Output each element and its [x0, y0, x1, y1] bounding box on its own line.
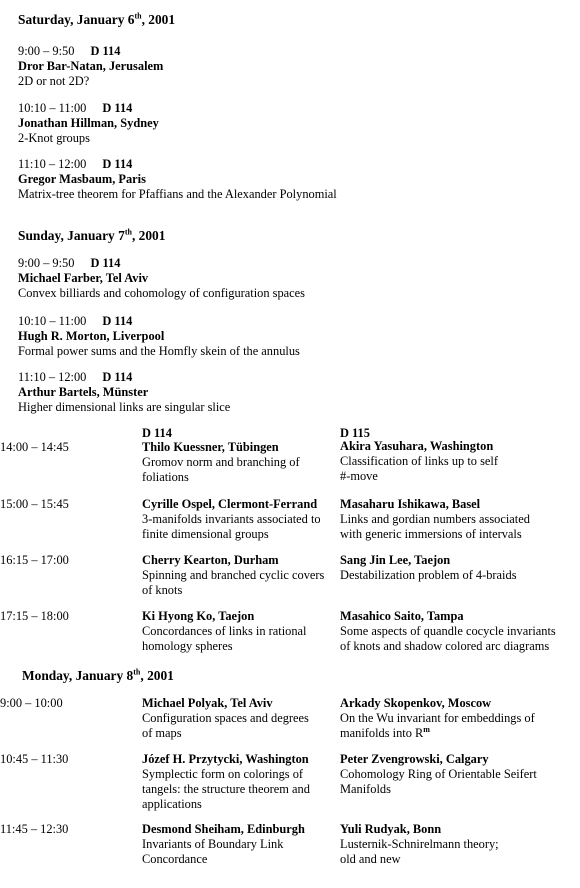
talk-title-line: of knots: [142, 583, 183, 597]
parallel-row-mon-2: [0, 752, 580, 818]
parallel-row-mon-3: [0, 822, 580, 874]
talk-speaker: Cherry Kearton, Durham: [142, 553, 279, 567]
room-header-a: D 114: [142, 426, 172, 440]
row-time: 16:15 – 17:00: [0, 553, 69, 567]
room-header-b: D 115: [340, 426, 370, 440]
talk-speaker: Józef H. Przytycki, Washington: [142, 752, 309, 766]
talk-room: D 114: [90, 44, 121, 58]
talk-title-line: with generic immersions of intervals: [340, 527, 522, 541]
talk-sat-3: [18, 157, 337, 202]
talk-title-line: tangels: the structure theorem and: [142, 782, 310, 796]
talk-speaker: Masaharu Ishikawa, Basel: [340, 497, 481, 511]
talk-speaker: Akira Yasuhara, Washington: [340, 439, 494, 453]
row-time: 17:15 – 18:00: [0, 609, 69, 623]
talk-speaker: Gregor Masbaum, Paris: [18, 172, 146, 186]
talk-time: 9:00 – 9:50: [18, 256, 75, 270]
talk-time: 9:00 – 9:50: [18, 44, 75, 58]
talk-title-line: Spinning and branched cyclic covers: [142, 568, 325, 582]
talk-speaker: Michael Farber, Tel Aviv: [18, 271, 149, 285]
row-time: 10:45 – 11:30: [0, 752, 69, 766]
talk-title-line: applications: [142, 797, 202, 811]
talk-speaker: Arthur Bartels, Münster: [18, 385, 149, 399]
talk-title-line: Invariants of Boundary Link: [142, 837, 284, 851]
talk-speaker: Hugh R. Morton, Liverpool: [18, 329, 165, 343]
talk-speaker: Thilo Kuessner, Tübingen: [142, 440, 279, 454]
row-time: 9:00 – 10:00: [0, 696, 63, 710]
day-heading-monday: Monday, January 8th, 2001: [22, 667, 174, 683]
talk-title: 2D or not 2D?: [18, 74, 90, 88]
talk-title-line: Cohomology Ring of Orientable Seifert: [340, 767, 537, 781]
talk-room: D 114: [102, 101, 133, 115]
talk-title-line: Concordances of links in rational: [142, 624, 307, 638]
talk-speaker: Ki Hyong Ko, Taejon: [142, 609, 255, 623]
talk-room-b: [340, 822, 576, 867]
talk-room: D 114: [102, 370, 133, 384]
talk-room-a: [142, 609, 340, 654]
parallel-row-sun-2: [0, 497, 580, 547]
talk-room-a: [142, 752, 340, 812]
talk-sun-2: [18, 314, 300, 359]
talk-speaker: Masahico Saito, Tampa: [340, 609, 464, 623]
talk-sat-1: [18, 44, 163, 89]
talk-speaker: Michael Polyak, Tel Aviv: [142, 696, 273, 710]
talk-speaker: Desmond Sheiham, Edinburgh: [142, 822, 305, 836]
talk-room-a: [142, 440, 340, 485]
talk-title-line: Classification of links up to self: [340, 454, 498, 468]
talk-title-line: Configuration spaces and degrees: [142, 711, 309, 725]
parallel-row-mon-1: [0, 696, 580, 748]
talk-title-line: old and new: [340, 852, 401, 866]
talk-room: D 114: [102, 157, 133, 171]
talk-title-line: On the Wu invariant for embeddings of: [340, 711, 535, 725]
parallel-row-sun-3: [0, 553, 580, 603]
day-heading-saturday: Saturday, January 6th, 2001: [18, 11, 176, 27]
talk-room-b: [340, 553, 570, 583]
talk-title-line: Manifolds: [340, 782, 391, 796]
talk-title-line: #-move: [340, 469, 378, 483]
talk-room-a: [142, 822, 340, 867]
talk-title-line: Symplectic form on colorings of: [142, 767, 304, 781]
talk-title-line: of maps: [142, 726, 182, 740]
talk-speaker: Cyrille Ospel, Clermont-Ferrand: [142, 497, 318, 511]
talk-room-b: [340, 609, 576, 654]
talk-title-line: Concordance: [142, 852, 208, 866]
talk-room-b: [340, 752, 576, 797]
day-heading-sunday: Sunday, January 7th, 2001: [18, 227, 166, 243]
talk-room-a: [142, 553, 340, 598]
parallel-row-sun-4: [0, 609, 580, 659]
talk-time: 11:10 – 12:00: [18, 157, 87, 171]
talk-sun-3: [18, 370, 230, 415]
talk-title-line: Destabilization problem of 4-braids: [340, 568, 517, 582]
talk-time: 10:10 – 11:00: [18, 314, 87, 328]
talk-room-a: [142, 497, 340, 542]
talk-title-line: finite dimensional groups: [142, 527, 269, 541]
row-time: 11:45 – 12:30: [0, 822, 69, 836]
superscript: m: [423, 724, 430, 734]
talk-title-line: Links and gordian numbers associated: [340, 512, 530, 526]
talk-room: D 114: [90, 256, 121, 270]
talk-speaker: Sang Jin Lee, Taejon: [340, 553, 451, 567]
row-time: 14:00 – 14:45: [0, 440, 69, 454]
talk-room: D 114: [102, 314, 133, 328]
talk-title-line: Lusternik-Schnirelmann theory;: [340, 837, 499, 851]
talk-speaker: Dror Bar-Natan, Jerusalem: [18, 59, 164, 73]
talk-title: Matrix-tree theorem for Pfaffians and the Alexander Polynomial: [18, 187, 337, 201]
talk-title-line: homology spheres: [142, 639, 233, 653]
talk-title: Formal power sums and the Homfly skein of the annulus: [18, 344, 300, 358]
talk-title-line: of knots and shadow colored arc diagrams: [340, 639, 550, 653]
talk-room-b: [340, 497, 570, 542]
talk-time: 11:10 – 12:00: [18, 370, 87, 384]
parallel-row-sun-1: [0, 440, 580, 500]
talk-speaker: Peter Zvengrowski, Calgary: [340, 752, 489, 766]
talk-title-line: manifolds into $R^m$: [340, 724, 430, 740]
talk-title: Convex billiards and cohomology of configuration spaces: [18, 286, 305, 300]
talk-room-b: [340, 439, 570, 484]
talk-title: Higher dimensional links are singular slice: [18, 400, 231, 414]
talk-title-line: 3-manifolds invariants associated to: [142, 512, 321, 526]
talk-time: 10:10 – 11:00: [18, 101, 87, 115]
talk-title-line: Gromov norm and branching of: [142, 455, 300, 469]
talk-speaker: Jonathan Hillman, Sydney: [18, 116, 159, 130]
talk-sat-2: [18, 101, 159, 146]
talk-title: 2-Knot groups: [18, 131, 90, 145]
talk-title-line: foliations: [142, 470, 189, 484]
talk-speaker: Arkady Skopenkov, Moscow: [340, 696, 492, 710]
row-time: 15:00 – 15:45: [0, 497, 69, 511]
talk-room-a: [142, 696, 340, 741]
talk-speaker: Yuli Rudyak, Bonn: [340, 822, 442, 836]
talk-room-b: [340, 696, 576, 741]
talk-sun-1: [18, 256, 305, 301]
talk-title-line: Some aspects of quandle cocycle invariants: [340, 624, 556, 638]
